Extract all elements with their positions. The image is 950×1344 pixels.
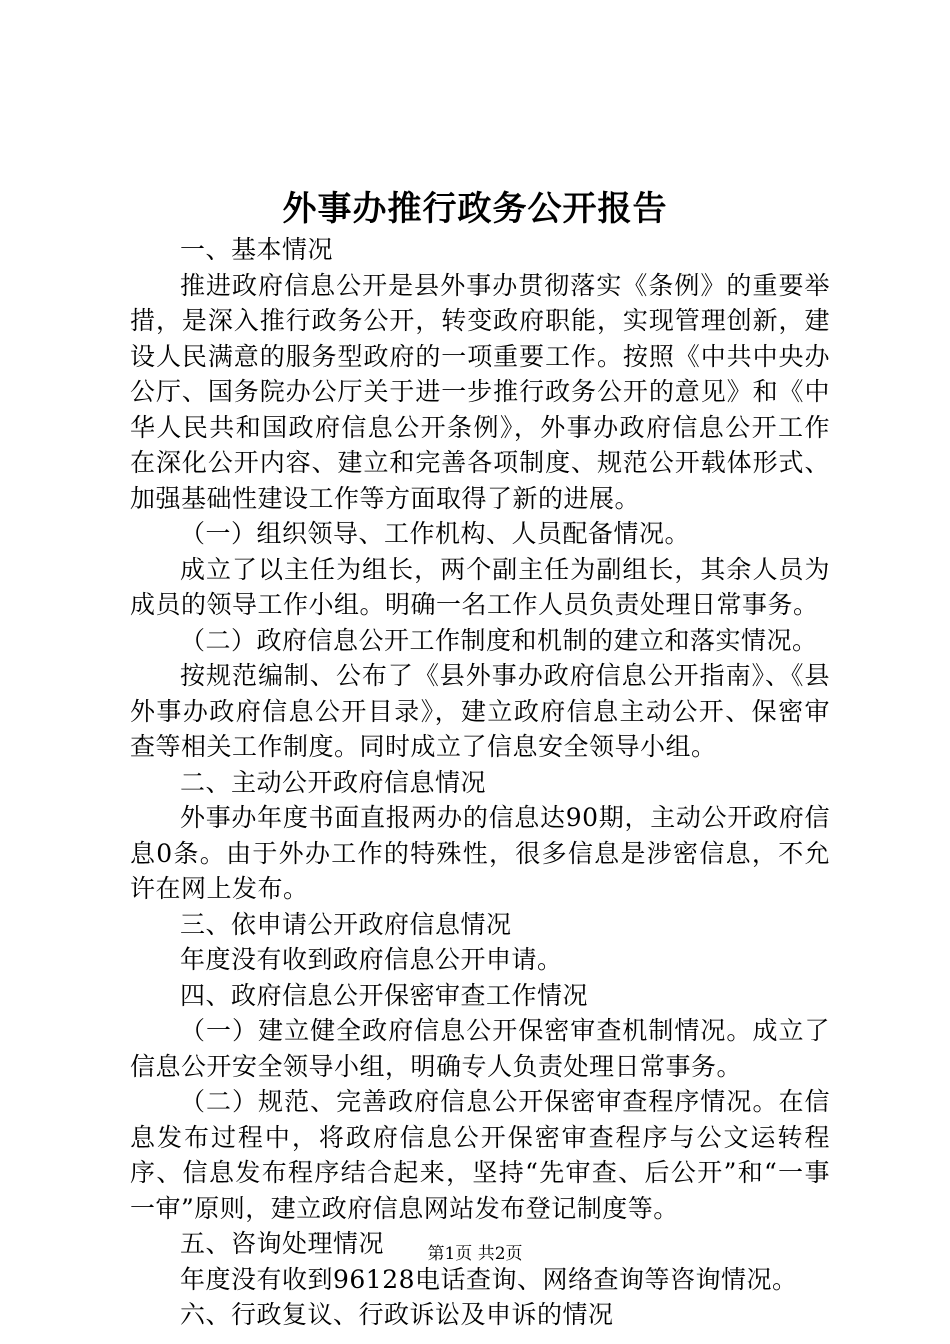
paragraph: 推进政府信息公开是县外事办贯彻落实《条例》的重要举措，是深入推行政务公开，转变政府职能，实现管理创新，建设人民满意的服务型政府的一项重要工作。按照《中共中央办公厅、国务院办公厅关于进一步推行政务公开的意见》和《中华人民共和国政府信息公开条例》，外事办政府信息公开工作在深化公开内容、建立和完善各项制度、规范公开载体形式、加强基础性建设工作等方面取得了新的进展。 bbox=[130, 270, 830, 513]
paragraph: 二、主动公开政府信息情况 bbox=[180, 767, 487, 797]
paragraph: （二）规范、完善政府信息公开保密审查程序情况。在信息发布过程中，将政府信息公开保密审查程序与公文运转程序、信息发布程序结合起来，坚持“先审查、后公开”和“一事一审”原则，建立政府信息网站发布登记制度等。 bbox=[130, 1087, 830, 1223]
page-footer: 第1页 共2页 bbox=[427, 1244, 523, 1264]
document-body bbox=[130, 232, 830, 1333]
paragraph: （二）政府信息公开工作制度和机制的建立和落实情况。 bbox=[180, 625, 818, 655]
document-title: 外事办推行政务公开报告 bbox=[282, 189, 668, 229]
paragraph: 按规范编制、公布了《县外事办政府信息公开指南》、《县外事办政府信息公开目录》，建立政府信息主动公开、保密审查等相关工作制度。同时成立了信息安全领导小组。 bbox=[130, 661, 830, 761]
paragraph: 成立了以主任为组长，两个副主任为副组长，其余人员为成员的领导工作小组。明确一名工作人员负责处理日常事务。 bbox=[130, 554, 830, 619]
paragraph: 五、咨询处理情况 bbox=[180, 1229, 385, 1258]
paragraph: 三、依申请公开政府信息情况 bbox=[180, 909, 512, 939]
paragraph: 四、政府信息公开保密审查工作情况 bbox=[180, 980, 589, 1010]
paragraph: 外事办年度书面直报两办的信息达90期，主动公开政府信息0条。由于外办工作的特殊性，很多信息是涉密信息，不允许在网上发布。 bbox=[130, 803, 830, 903]
paragraph: 年度没有收到96128电话查询、网络查询等咨询情况。 bbox=[180, 1264, 798, 1294]
paragraph: （一）建立健全政府信息公开保密审查机制情况。成立了信息公开安全领导小组，明确专人负责处理日常事务。 bbox=[130, 1016, 830, 1081]
paragraph: 六、行政复议、行政诉讼及申诉的情况 bbox=[180, 1300, 614, 1329]
paragraph: （一）组织领导、工作机构、人员配备情况。 bbox=[180, 519, 691, 548]
paragraph: 一、基本情况 bbox=[180, 235, 334, 264]
paragraph: 年度没有收到政府信息公开申请。 bbox=[180, 945, 563, 974]
